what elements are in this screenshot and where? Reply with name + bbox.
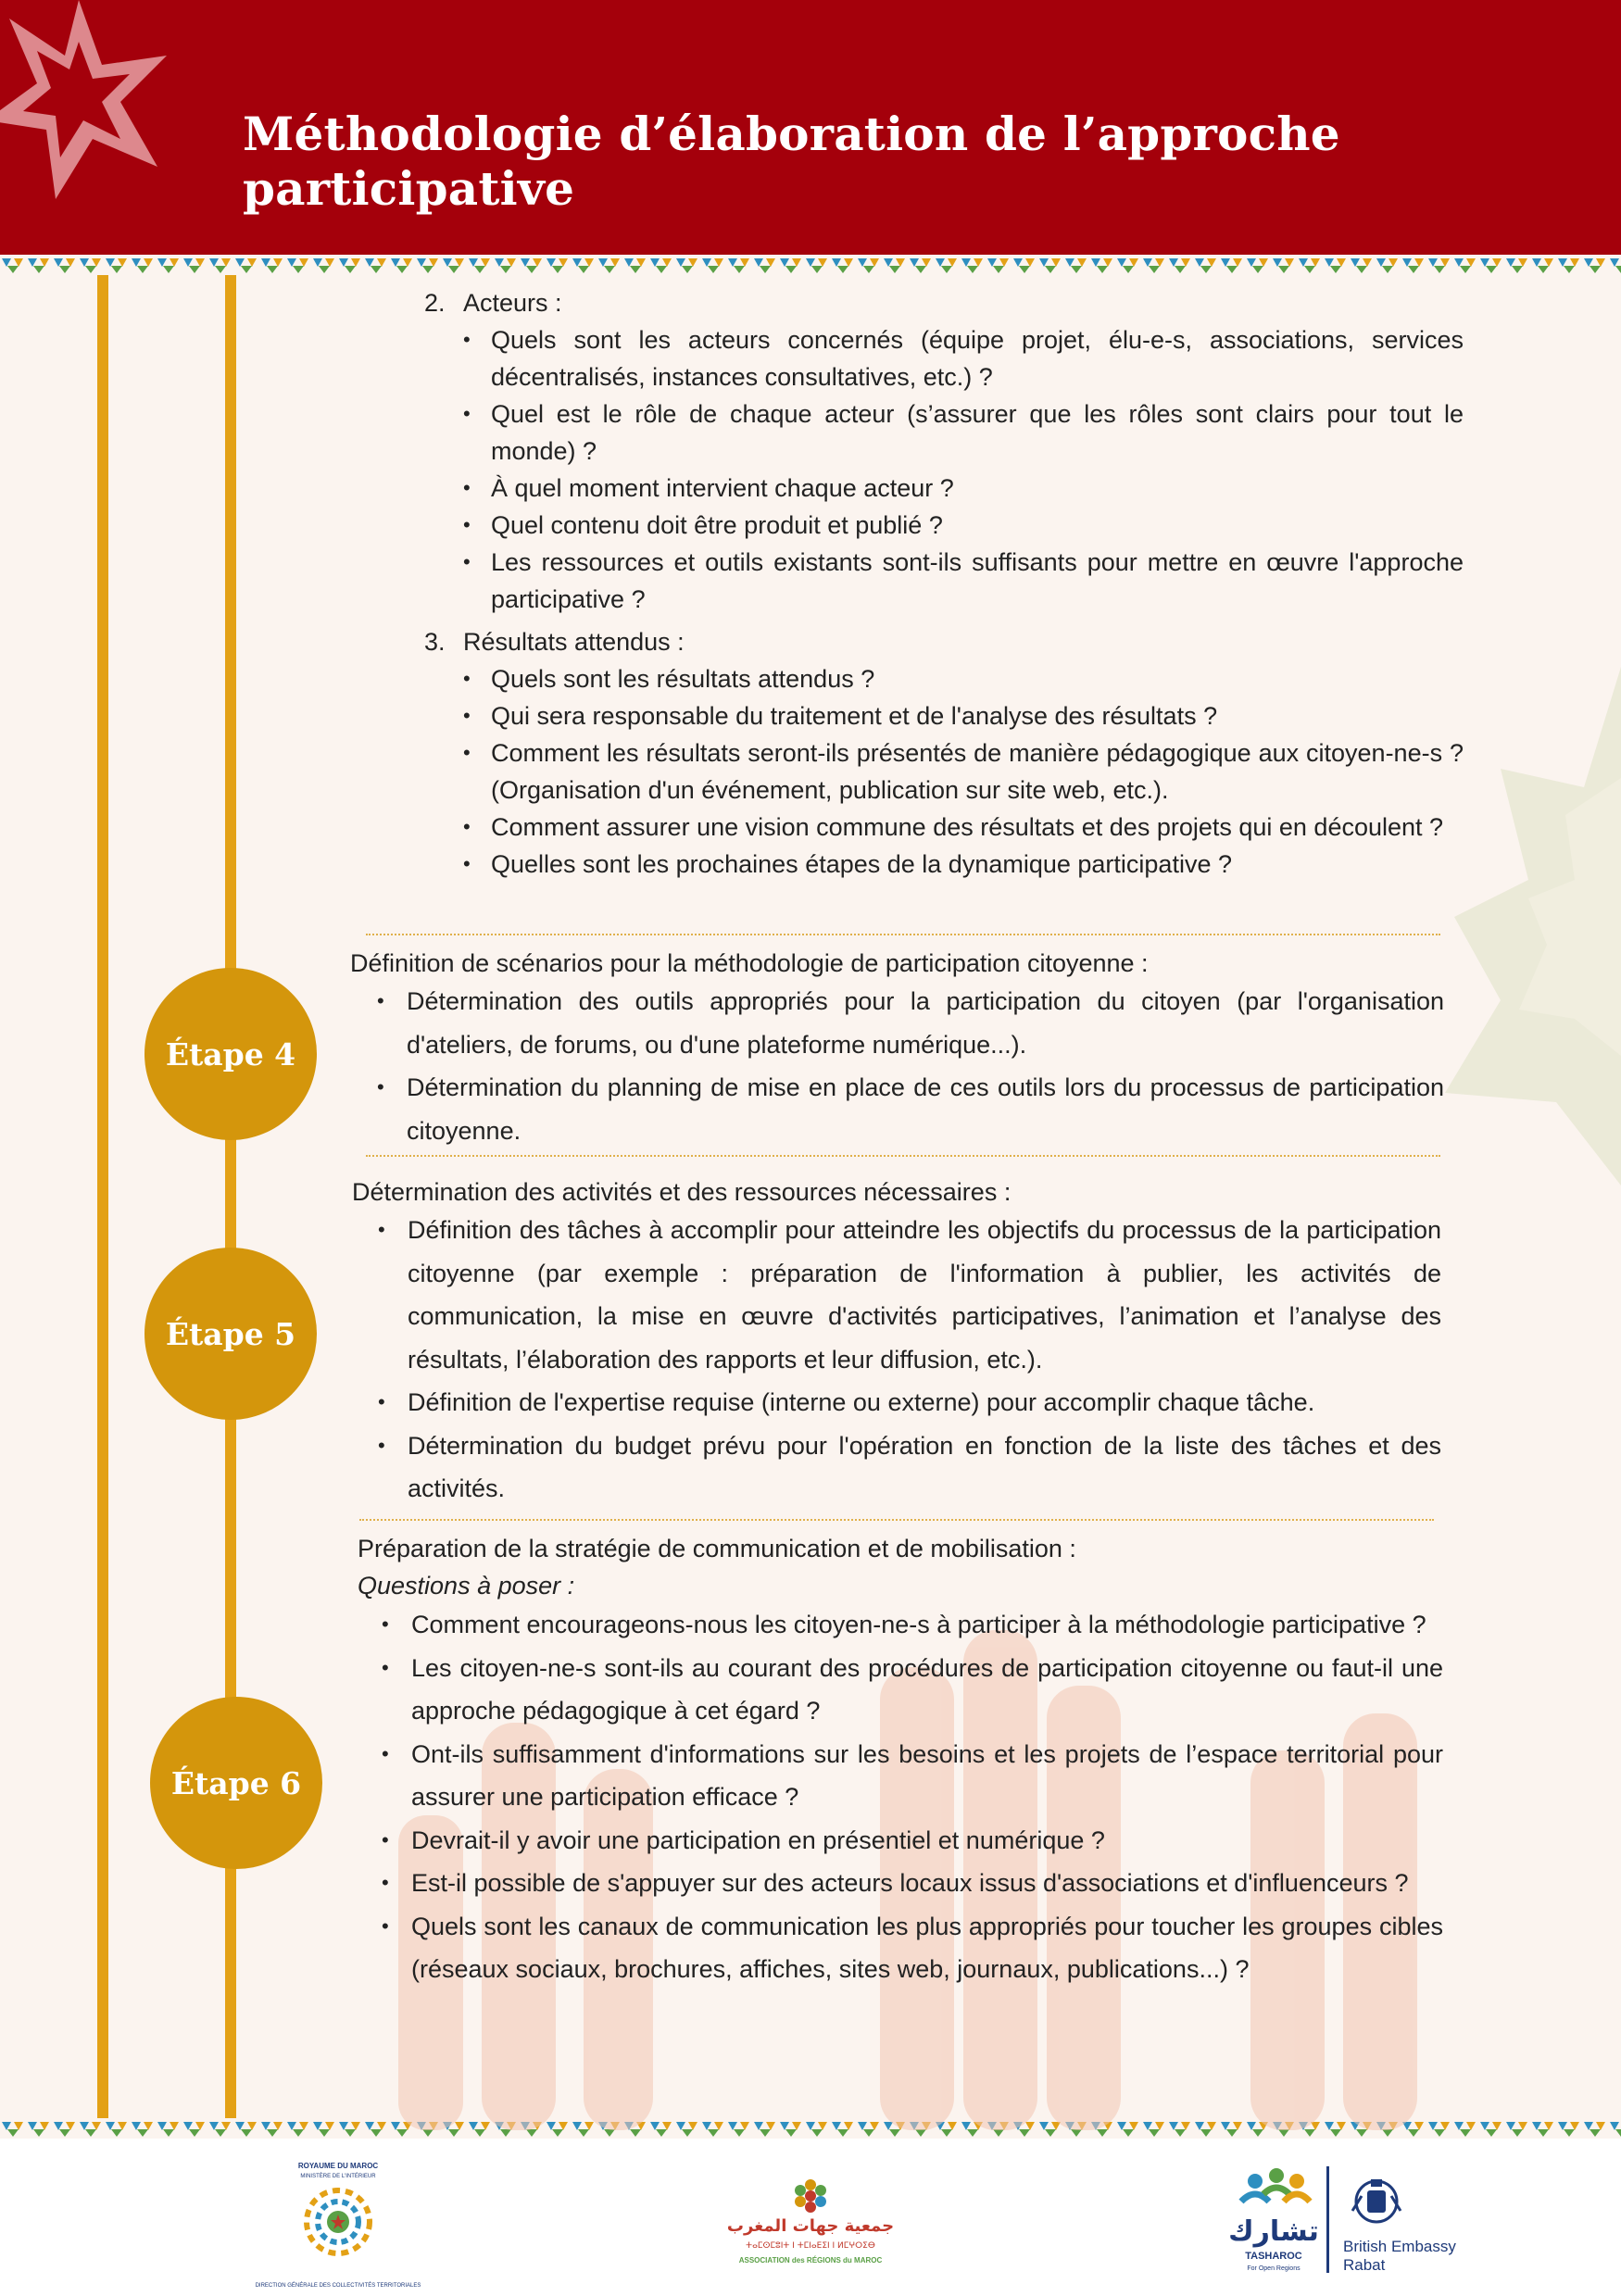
footer-logo-divider [1326, 2166, 1329, 2273]
list-item: • Quel contenu doit être produit et publié ? [461, 507, 1464, 544]
background-star-icon [1445, 667, 1621, 1186]
list-item: • Détermination du budget prévu pour l'opération en fonction de la liste des tâches et des activités. [378, 1424, 1441, 1511]
separator [366, 934, 1440, 935]
step-4-badge [145, 968, 317, 1140]
list-item: • Quel est le rôle de chaque acteur (s’assurer que les rôles sont clairs pour tout le monde) ? [461, 395, 1464, 470]
british-embassy-logo [1341, 2172, 1489, 2283]
decorative-star-icon [0, 0, 185, 204]
separator [359, 1519, 1434, 1521]
list-item: • Est-il possible de s'appuyer sur des acteurs locaux issus d'associations et d'influenceurs ? [382, 1862, 1443, 1905]
arm-tifinagh: ⵜⴰⵎⵙⵎⵓⵏⵜ ⵏ ⵜⵎⵏⴰⴹⵉⵏ ⵏ ⵍⵎⵖⵔⵉⴱ [746, 2241, 875, 2251]
tasharoc-name: TASHAROC [1245, 2251, 1302, 2262]
step-6-heading: Préparation de la stratégie de communication et de mobilisation : [358, 1535, 1076, 1562]
timeline-rail-left [97, 275, 108, 2118]
tasharoc-arabic: تشارك [1228, 2215, 1319, 2248]
page-title: Méthodologie d’élaboration de l’approche participative [243, 107, 1340, 216]
list-item: • Quelles sont les prochaines étapes de la dynamique participative ? [461, 846, 1464, 883]
embassy-line-1: British Embassy [1343, 2238, 1456, 2255]
step-4-label: Étape 4 [165, 1035, 296, 1073]
list-item: • Définition de l'expertise requise (interne ou externe) pour accomplir chaque tâche. [378, 1381, 1441, 1424]
royal-coat-of-arms-icon [1352, 2179, 1401, 2222]
ministry-logo [245, 2157, 431, 2296]
step-6-badge [150, 1697, 322, 1869]
step-5-heading: Détermination des activités et des ressources nécessaires : [352, 1178, 1012, 1206]
ministry-line-2: MINISTÈRE DE L'INTÉRIEUR [300, 2174, 376, 2179]
list-item: • Quels sont les canaux de communication les plus appropriés pour toucher les groupes cibles (réseaux sociaux, brochures, affiches, sites web, journaux, publications...) ? [382, 1905, 1443, 1991]
tasharoc-people-icon [1241, 2168, 1310, 2202]
list-item: • Définition des tâches à accomplir pour atteindre les objectifs du processus de la participation citoyenne (par exemple : préparation de l'information à publier, les activités de communication, la mise en œuvre d'activités participatives, l’animation et l’analyse des résultats, l’élaboration des rapports et leur diffusion, etc.). [378, 1209, 1441, 1381]
step-5-badge [145, 1248, 317, 1420]
step-6-list [382, 1603, 1443, 1991]
acteurs-list [461, 321, 1464, 618]
ministry-line-3: DIRECTION GÉNÉRALE DES COLLECTIVITÉS TERRITORIALES [255, 2283, 421, 2289]
arm-flower-icon [795, 2179, 826, 2213]
page-footer [0, 2139, 1621, 2296]
step-6-subheading: Questions à poser : [358, 1572, 575, 1600]
page-header [0, 0, 1621, 255]
section-acteurs-title: 2. Acteurs : [424, 289, 562, 317]
ministry-emblem-icon [307, 2190, 370, 2253]
list-item: • Quels sont les résultats attendus ? [461, 660, 1464, 697]
step-5-list [378, 1209, 1441, 1511]
list-item: • Détermination des outils appropriés pour la participation du citoyen (par l'organisation d'ateliers, de forums, ou d'une plateforme numérique...). [377, 980, 1444, 1066]
tasharoc-tagline: For Open Regions [1247, 2265, 1301, 2272]
embassy-line-2: Rabat [1343, 2256, 1386, 2274]
list-item: • Comment assurer une vision commune des résultats et des projets qui en découlent ? [461, 809, 1464, 846]
ministry-line-1: ROYAUME DU MAROC [297, 2162, 379, 2170]
list-item: • Ont-ils suffisamment d'informations sur les besoins et les projets de l’espace territorial pour assurer une participation efficace ? [382, 1733, 1443, 1819]
arm-arabic: جمعية جهات المغرب [726, 2216, 895, 2236]
step-5-label: Étape 5 [165, 1315, 296, 1352]
step-4-list [377, 980, 1444, 1152]
list-item: • Comment encourageons-nous les citoyen-ne-s à participer à la méthodologie participative ? [382, 1603, 1443, 1647]
section-resultats-title: 3. Résultats attendus : [424, 628, 685, 656]
list-item: • Comment les résultats seront-ils présentés de manière pédagogique aux citoyen-ne-s ? (Organisation d'un événement, publication sur site web, etc.). [461, 734, 1464, 809]
separator [366, 1155, 1440, 1157]
list-item: • Qui sera responsable du traitement et de l'analyse des résultats ? [461, 697, 1464, 734]
list-item: • Les citoyen-ne-s sont-ils au courant des procédures de participation citoyenne ou faut-il une approche pédagogique à cet égard ? [382, 1647, 1443, 1733]
arm-logo [723, 2176, 898, 2277]
list-item: • Les ressources et outils existants sont-ils suffisants pour mettre en œuvre l'approche participative ? [461, 544, 1464, 618]
list-item: • Détermination du planning de mise en place de ces outils lors du processus de participation citoyenne. [377, 1066, 1444, 1152]
tasharoc-logo [1223, 2164, 1325, 2285]
arm-latin: ASSOCIATION des RÉGIONS du MAROC [738, 2256, 883, 2265]
list-item: • Quels sont les acteurs concernés (équipe projet, élu-e-s, associations, services décentralisés, instances consultatives, etc.) ? [461, 321, 1464, 395]
list-item: • Devrait-il y avoir une participation en présentiel et numérique ? [382, 1819, 1443, 1863]
step-6-label: Étape 6 [170, 1764, 302, 1801]
decorative-border-top [0, 255, 1621, 275]
list-item: • À quel moment intervient chaque acteur ? [461, 470, 1464, 507]
step-4-heading: Définition de scénarios pour la méthodologie de participation citoyenne : [350, 949, 1149, 977]
resultats-list [461, 660, 1464, 883]
